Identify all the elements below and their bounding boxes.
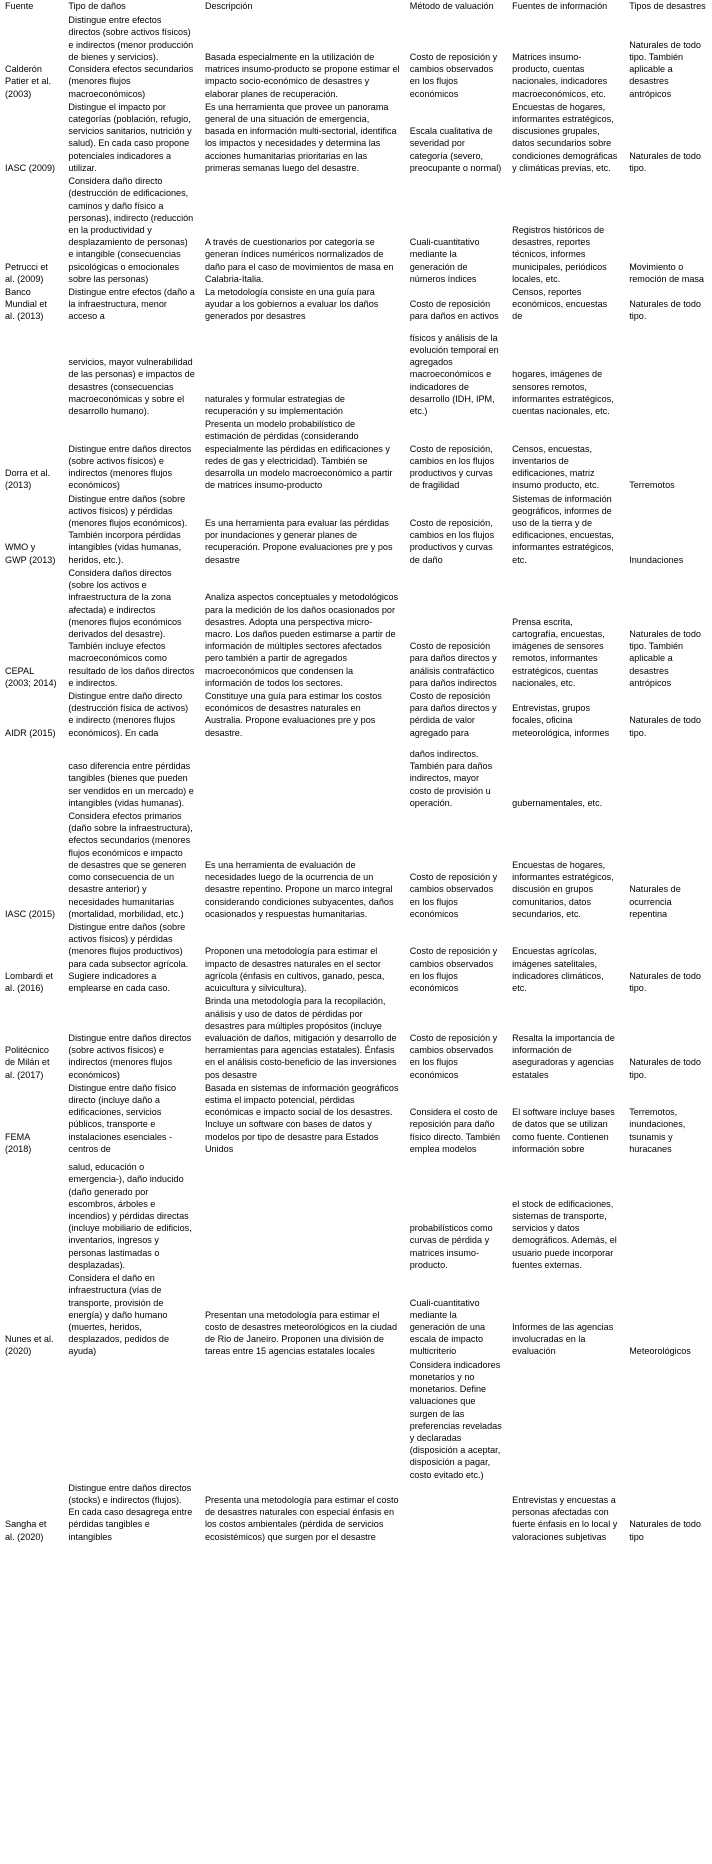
- table-row-continuation: [0, 332, 712, 419]
- table-row-continuation: [0, 748, 712, 810]
- table-row: [0, 101, 712, 175]
- cell-fuentes-info: El software incluye bases de datos que se utilizan como fuente. Contienen información sobre: [512, 1107, 615, 1154]
- table-row: [0, 810, 712, 921]
- cell-fuentes-info: Informes de las agencias involucradas en la evaluación: [512, 1321, 614, 1357]
- cell-metodo: Costo de reposición y cambios observados en los flujos económicos: [409, 51, 498, 99]
- cell-metodo: Cuali-cuantitativo mediante la generación de una escala de impacto multicriterio: [409, 1297, 486, 1357]
- cell-descripcion: Proponen una metodología para estimar el impacto de desastres naturales en el sector agrícola (énfasis en cultivos, ganado, pesca, acuicultura y silvicultura).: [204, 946, 385, 994]
- cell-tipos-desastres: Naturales de todo tipo.: [629, 970, 701, 994]
- cell-tipos-desastres: Naturales de todo tipo.: [629, 150, 701, 173]
- cell-fuentes-info-cont: el stock de edificaciones, sistemas de transporte, servicios y datos demográficos. Además, el usuario puede incorporar fuentes externas.: [512, 1198, 617, 1270]
- cell-fuentes-info: Prensa escrita, cartografía, encuestas, imágenes de sensores remotos, informantes estratégicos, cuentas nacionales, etc.: [512, 616, 605, 688]
- cell-descripcion: Presenta una metodología para estimar el costo de desastres naturales con especial énfasis en los costos ambientales (pérdida de servicios ecosistémicos) que surgen por el desastre: [204, 1495, 399, 1542]
- cell-tipo-danos: Distingue entre daños directos (sobre activos físicos) e indirectos (menores flujos económicos): [68, 1032, 192, 1080]
- column-header-tipo-danos: Tipo de daños: [68, 1, 126, 11]
- column-header-metodo: Método de valuación: [409, 1, 494, 11]
- cell-fuentes-info-cont: [507, 1359, 624, 1482]
- cell-tipos-desastres: Meteorológicos: [629, 1346, 691, 1357]
- cell-tipo-danos-cont: salud, educación o emergencia-), daño inducido (daño generado por escombros, árboles e incendios) y pérdidas directas (incluye mobiliario de edificios, inventarios, ingresos y personas lastimadas o desplazadas).: [68, 1162, 192, 1270]
- cell-descripcion: Constituye una guía para estimar los costos económicos de desastres naturales en Australia. Propone evaluaciones pre y pos desastre.: [204, 691, 382, 738]
- cell-descripcion: Es una herramienta que provee un panorama general de una situación de emergencia, basada en información multi-sectorial, identifica los impactos y necesidades y determina las acciones humanitarias prioritarias en las primeras semanas luego del desastre.: [204, 101, 397, 173]
- table-row: [0, 493, 712, 567]
- table-row: [0, 175, 712, 286]
- cell-metodo: Costo de reposición, cambios en los flujos productivos y curvas de daño: [409, 517, 495, 565]
- cell-metodo-cont: Considera indicadores monetarios y no monetarios. Define valuaciones que surgen de las preferencias reveladas y declaradas (disposición a aceptar, disposición a pagar, costo evitado etc.): [409, 1359, 502, 1480]
- cell-fuente: IASC (2009): [5, 162, 56, 173]
- cell-fuentes-info: Encuestas de hogares, informantes estratégicos, discusiones grupales, datos secundarios sobre condiciones demográficas y climáticas previas, etc.: [512, 101, 618, 173]
- column-header-fuente: Fuente: [5, 1, 34, 11]
- cell-descripcion: Basada especialmente en la utilización de matrices insumo-producto se propone estimar el impacto socio-económico de desastres y elaborar planes de recuperación.: [204, 51, 400, 99]
- table-row: [0, 690, 712, 740]
- cell-fuente-cont: [0, 748, 63, 810]
- cell-fuentes-info: Encuestas agrícolas, imágenes satelitales, indicadores climáticos, etc.: [512, 946, 604, 994]
- cell-tipos-desastres: Naturales de todo tipo: [629, 1519, 701, 1542]
- cell-metodo: Cuali-cuantitativo mediante la generación de números índices: [409, 237, 480, 284]
- cell-fuente: FEMA (2018): [5, 1131, 32, 1154]
- table-row: [0, 995, 712, 1082]
- cell-descripcion-cont: [200, 1161, 405, 1272]
- cell-descripcion: Brinda una metodología para la recopilación, análisis y uso de datos de pérdidas por desastres para múltiples propósitos (incluye evaluación de daños, mitigación y desarrollo de herramientas para agencias estatales). Énfasis en el análisis costo-beneficio de las inversiones pos desastre: [204, 996, 397, 1080]
- cell-fuentes-info: Resalta la importancia de información de aseguradoras y agencias estatales: [512, 1032, 615, 1080]
- cell-tipo-danos: Distingue entre efectos (daño a la infraestructura, menor acceso a: [68, 287, 195, 322]
- cell-tipos-desastres-cont: [624, 1161, 712, 1272]
- cell-descripcion: La metodología consiste en una guía para ayudar a los gobiernos a evaluar los daños generados por desastres: [204, 287, 379, 322]
- cell-metodo: Costo de reposición y cambios observados en los flujos económicos: [409, 946, 498, 994]
- cell-descripcion: Es una herramienta para evaluar las pérdidas por inundaciones y generar planes de recuperación. Propone evaluaciones pre y pos desastre: [204, 517, 393, 565]
- cell-tipos-desastres: Inundaciones: [629, 554, 684, 565]
- cell-descripcion-cont: [200, 748, 405, 810]
- cell-fuentes-info: Matrices insumo-producto, cuentas nacionales, indicadores macroeconómicos, etc.: [512, 51, 608, 99]
- cell-tipo-danos: Distingue el impacto por categorías (población, refugio, servicios sanitarios, nutrición y salud). En cada caso propone potenciales indicadores a utilizar.: [68, 101, 192, 173]
- table-row: [0, 14, 712, 101]
- cell-metodo: Considera el costo de reposición para daño físico directo. También emplea modelos: [409, 1107, 501, 1154]
- table-row-continuation: [0, 1359, 712, 1482]
- cell-fuente: Dorra et al. (2013): [5, 468, 50, 491]
- cell-fuente-cont: [0, 332, 63, 419]
- cell-fuentes-info: Encuestas de hogares, informantes estratégicos, discusión en grupos comunitarios, datos secundarios, etc.: [512, 859, 614, 919]
- table-row: [0, 286, 712, 324]
- cell-tipo-danos-cont: [63, 1359, 200, 1482]
- cell-fuentes-info: Censos, encuestas, inventarios de edificaciones, matriz insumo producto, etc.: [512, 443, 600, 491]
- cell-fuente: IASC (2015): [5, 908, 56, 919]
- cell-metodo: Costo de reposición para daños directos y pérdida de valor agregado para: [409, 691, 497, 738]
- cell-tipos-desastres: Naturales de todo tipo.: [629, 1057, 701, 1080]
- cell-tipo-danos-cont: caso diferencia entre pérdidas tangibles (bienes que pueden ser vendidos en un mercado) e intangibles (vidas humanas).: [68, 761, 194, 808]
- cell-metodo-cont: daños indirectos. También para daños indirectos, mayor costo de provisión u operación.: [409, 748, 493, 808]
- cell-metodo-cont: probabilísticos como curvas de pérdida y matrices insumo-producto.: [409, 1223, 493, 1270]
- cell-tipos-desastres: Naturales de todo tipo. También aplicable a desastres antrópicos: [629, 39, 701, 99]
- cell-metodo: Costo de reposición y cambios observados en los flujos económicos: [409, 872, 498, 919]
- cell-fuente: Sangha et al. (2020): [5, 1519, 47, 1542]
- cell-descripcion: Basada en sistemas de información geográficos estima el impacto potencial, pérdidas económicas e impacto social de los desastres. Incluye un software con bases de datos y modelos por tipo de desastre para Estados Unidos: [204, 1082, 399, 1154]
- cell-tipos-desastres-cont: [624, 748, 712, 810]
- cell-fuentes-info: Sistemas de información geográficos, informes de uso de la tierra y de edificaciones, encuestas, informantes estratégicos, etc.: [512, 493, 614, 565]
- cell-descripcion-cont: naturales y formular estrategias de recuperación y su implementación: [204, 393, 345, 416]
- table-row: [0, 1082, 712, 1156]
- cell-metodo: Costo de reposición para daños directos y análisis contrafáctico para daños indirectos: [409, 641, 497, 688]
- table-row: [0, 418, 712, 492]
- cell-tipos-desastres: Naturales de todo tipo.: [629, 299, 701, 322]
- cell-tipos-desastres-cont: [624, 1359, 712, 1482]
- cell-tipos-desastres: Naturales de todo tipo. También aplicable a desastres antrópicos: [629, 628, 701, 688]
- cell-metodo-cont: físicos y análisis de la evolución temporal en agregados macroeconómicos e indicadores de desarrollo (IDH, IPM, etc.): [409, 332, 499, 416]
- cell-fuentes-info-cont: hogares, imágenes de sensores remotos, informantes estratégicos, cuentas nacionales, etc.: [512, 369, 614, 416]
- cell-fuente: AIDR (2015): [5, 727, 56, 738]
- cell-tipo-danos: Considera el daño en infraestructura (vías de transporte, provisión de energía) y daño humano (muertes, heridos, desplazados, pedidos de ayuda): [68, 1273, 170, 1357]
- cell-fuentes-info-cont: gubernamentales, etc.: [512, 797, 603, 808]
- table-row: [0, 567, 712, 690]
- cell-descripcion-cont: [200, 1359, 405, 1482]
- cell-metodo: Costo de reposición, cambios en los flujos productivos y curvas de fragilidad: [409, 443, 495, 491]
- cell-fuente: Calderón Patier et al. (2003): [5, 64, 51, 99]
- column-header-descripcion: Descripción: [204, 1, 253, 11]
- cell-fuentes-info: Entrevistas y encuestas a personas afectadas con fuerte énfasis en lo local y valoraciones subjetivas: [512, 1495, 618, 1542]
- cell-tipo-danos: Considera efectos primarios (daño sobre la infraestructura), efectos secundarios (menores flujos económicos e impacto de desastres que se generen como consecuencia de un desastre anterior) y necesidades humanitarias (mortalidad, morbilidad, etc.): [68, 811, 193, 919]
- cell-fuente-cont: [0, 1359, 63, 1482]
- cell-descripcion: Es una herramienta de evaluación de necesidades luego de la ocurrencia de un desastre repentino. Propone un marco integral considerando condiciones subyacentes, daños ocasionados y respuestas humanitarias.: [204, 859, 394, 919]
- cell-tipos-desastres: Naturales de todo tipo.: [629, 715, 701, 738]
- cell-metodo: Escala cualitativa de severidad por categoría (severo, preocupante o normal): [409, 126, 502, 173]
- cell-tipo-danos: Distingue entre daños directos (sobre activos físicos) e indirectos (menores flujos económicos): [68, 443, 192, 491]
- cell-tipos-desastres: Terremotos, inundaciones, tsunamis y huracanes: [629, 1107, 686, 1154]
- cell-metodo: Costo de reposición para daños en activos: [409, 299, 499, 322]
- cell-metodo: [405, 1482, 507, 1544]
- cell-fuentes-info: Entrevistas, grupos focales, oficina meteorológica, informes: [512, 703, 610, 738]
- cell-metodo: Costo de reposición y cambios observados en los flujos económicos: [409, 1032, 498, 1080]
- cell-fuente: Banco Mundial et al. (2013): [5, 287, 47, 322]
- cell-tipos-desastres: Terremotos: [629, 480, 675, 491]
- page-break-gap: [0, 324, 712, 332]
- cell-fuente: Lombardi et al. (2016): [5, 970, 54, 994]
- cell-tipo-danos: Distingue entre daños directos (stocks) e indirectos (flujos). En cada caso desagrega entre pérdidas tangibles e intangibles: [68, 1482, 193, 1542]
- table-row: [0, 1482, 712, 1544]
- cell-descripcion: Analiza aspectos conceptuales y metodológicos para la medición de los daños ocasionados por desastres. Adopta una perspectiva micro-macro. Los daños pueden estimarse a partir de información de múltiples sectores afectados pero también a partir de agregados macroeconómicos que condensen la información de todos los sectores.: [204, 592, 399, 688]
- cell-fuentes-info: Censos, reportes económicos, encuestas de: [512, 287, 608, 322]
- cell-fuente-cont: [0, 1161, 63, 1272]
- cell-tipos-desastres: Naturales de ocurrencia repentina: [629, 884, 681, 919]
- cell-tipo-danos: Considera daño directo (destrucción de edificaciones, caminos y daño físico a personas), indirecto (reducción en la productividad y desplazamiento de personas) e intangible (consecuencias psicológicas o emocionales sobre las personas): [68, 176, 194, 284]
- cell-fuente: Petrucci et al. (2009): [5, 261, 48, 284]
- cell-descripcion: Presenta un modelo probabilístico de estimación de pérdidas (considerando especialmente las pérdidas en edificaciones y redes de gas y electricidad). También se desarrolla un modelo macroeconómico a partir de matrices insumo-producto: [204, 419, 393, 491]
- page-break-gap: [0, 740, 712, 748]
- table-row: [0, 1272, 712, 1359]
- cell-fuente: Nunes et al. (2020): [5, 1334, 54, 1357]
- cell-tipo-danos-cont: servicios, mayor vulnerabilidad de las personas) e impactos de desastres (consecuencias macroeconómicas y sobre el desarrollo humano).: [68, 357, 195, 416]
- table-header-row: [0, 0, 712, 14]
- cell-tipo-danos: Distingue entre daños (sobre activos físicos) y pérdidas (menores flujos productivos) para cada subsector agrícola. Sugiere indicadores a emplearse en cada caso.: [68, 921, 189, 994]
- column-header-fuentes-info: Fuentes de información: [512, 1, 608, 11]
- cell-tipo-danos: Distingue entre daño directo (destrucción física de activos) e indirecto (menores flujos económicos). En cada: [68, 691, 189, 738]
- cell-descripcion: Presentan una metodología para estimar el costo de desastres meteorológicos en la ciudad de Rio de Janeiro. Proponen una división de tareas entre 15 agencias estatales locales: [204, 1309, 398, 1357]
- table-row: [0, 921, 712, 995]
- table-row-continuation: [0, 1161, 712, 1272]
- cell-fuente: Politécnico de Milán et al. (2017): [5, 1045, 50, 1080]
- column-header-tipos-desastres: Tipos de desastres: [629, 1, 706, 11]
- cell-fuentes-info: Registros históricos de desastres, reportes técnicos, informes municipales, periódicos locales, etc.: [512, 224, 607, 284]
- cell-descripcion: A través de cuestionarios por categoría se generan índices numéricos normalizados de daño para el caso de movimientos de masa en Calabria-Italia.: [204, 237, 394, 284]
- cell-tipo-danos: Distingue entre efectos directos (sobre activos físicos) e indirectos (menor producción de bienes y servicios). Considera efectos secundarios (menores flujos macroeconómicos): [68, 15, 194, 99]
- cell-tipo-danos: Distingue entre daño físico directo (incluye daño a edificaciones, servicios públicos, transporte e instalaciones esenciales -centros de: [68, 1082, 177, 1154]
- cell-tipo-danos: Considera daños directos (sobre los activos e infraestructura de la zona afectada) e indirectos (menores flujos económicos derivados del desastre). También incluye efectos macroeconómicos como resultado de los daños directos e indirectos.: [68, 567, 195, 688]
- cell-tipos-desastres-cont: [624, 332, 712, 419]
- cell-tipo-danos: Distingue entre daños (sobre activos físicos) y pérdidas (menores flujos económicos). También incorpora pérdidas intangibles (vidas humanas, heridos, etc.).: [68, 493, 188, 565]
- cell-tipos-desastres: Movimiento o remoción de masa: [629, 261, 704, 284]
- cell-fuente: WMO y GWP (2013): [5, 542, 56, 565]
- cell-fuente: CEPAL (2003; 2014): [5, 665, 57, 688]
